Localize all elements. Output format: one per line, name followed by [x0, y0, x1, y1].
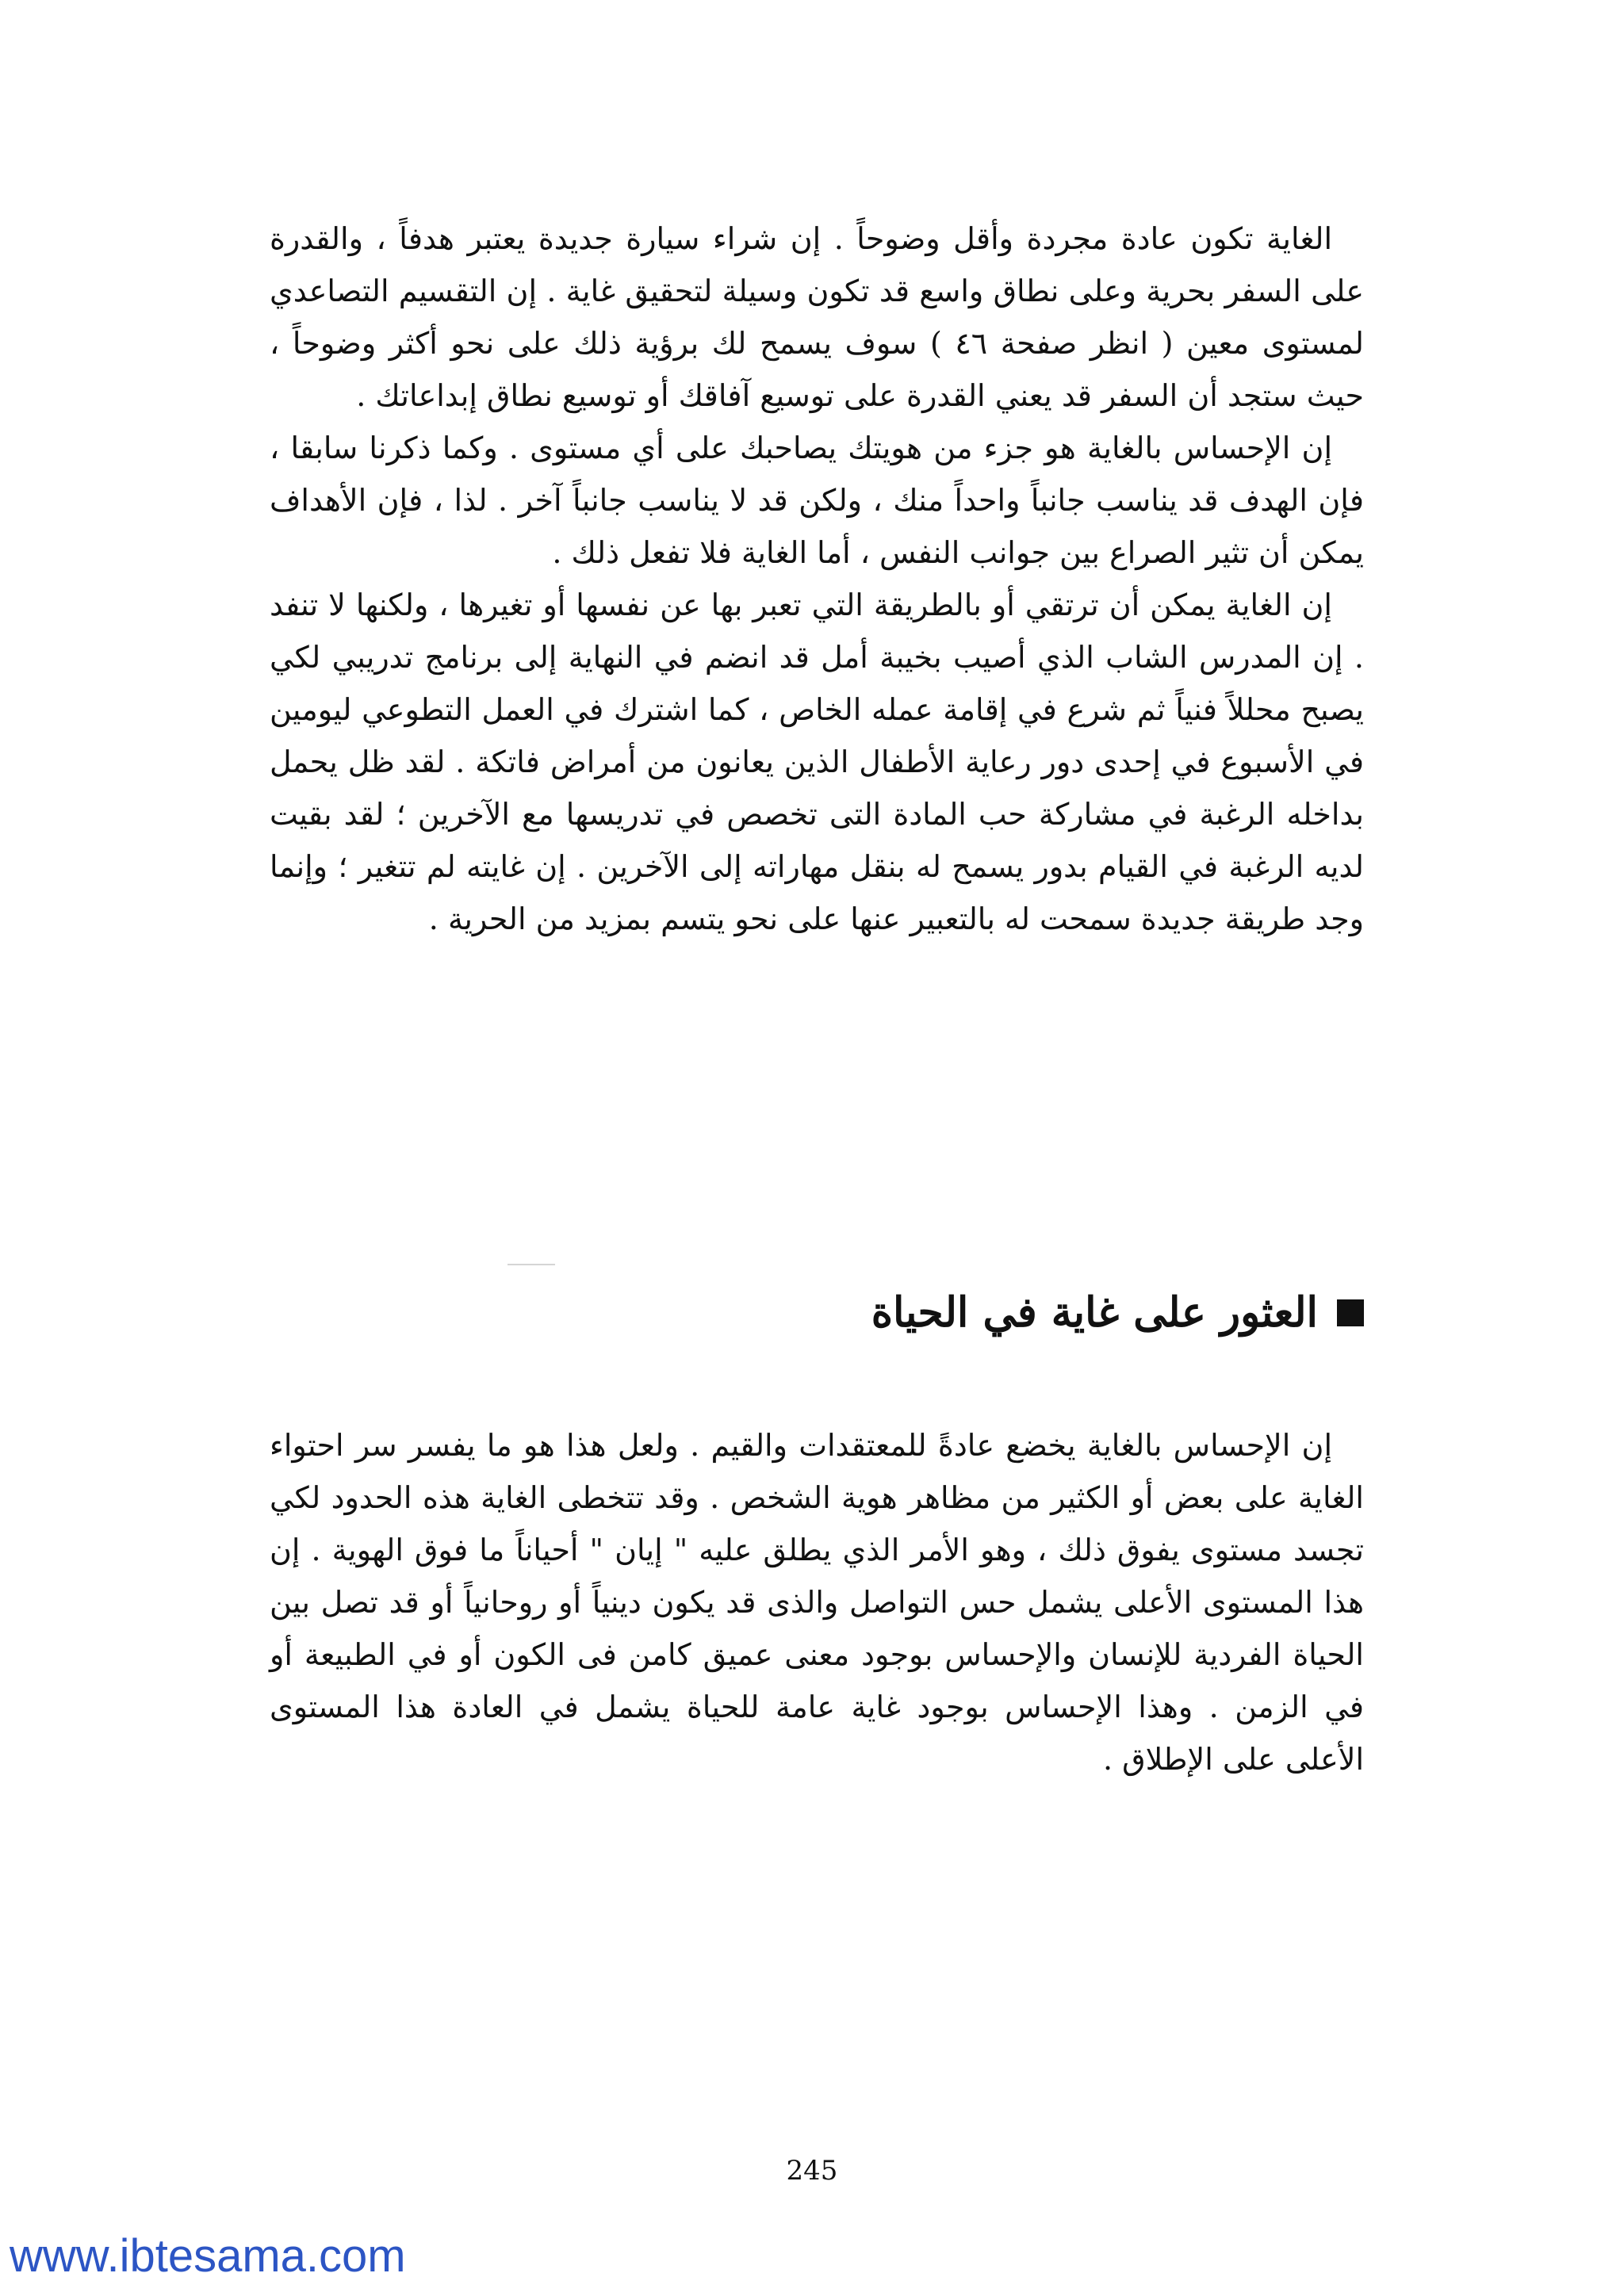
paragraph-purpose-abstract: الغاية تكون عادة مجردة وأقل وضوحاً . إن شراء سيارة جديدة يعتبر هدفاً ، والقدرة على السفر بحرية وعلى نطاق واسع قد تكون وسيلة لتحقيق غاية . إن التقسيم التصاعدي لمستوى معين ( انظر صفحة ٤٦ ) سوف يسمح لك برؤية ذلك على نحو أكثر وضوحاً ، حيث ستجد أن السفر قد يعني القدرة على توسيع آفاقك أو توسيع نطاق إبداعاتك . — [270, 221, 1364, 413]
body-text-top — [270, 212, 1364, 945]
section-heading-text: العثور على غاية في الحياة — [871, 1288, 1318, 1337]
heading-bullet-square-icon — [1337, 1299, 1364, 1326]
body-text-bottom — [270, 1419, 1364, 1785]
separator-mark — [508, 1264, 555, 1265]
paragraph-teacher-example: إن الغاية يمكن أن ترتقي أو بالطريقة التي تعبر بها عن نفسها أو تغيرها ، ولكنها لا تنفد . إن المدرس الشاب الذي أصيب بخيبة أمل قد انضم في النهاية إلى برنامج تدريبي لكي يصبح محللاً فنياً ثم شرع في إقامة عمله الخاص ، كما اشترك في العمل التطوعي ليومين في الأسبوع في إحدى دور رعاية الأطفال الذين يعانون من أمراض فاتكة . لقد ظل يحمل بداخله الرغبة في مشاركة حب المادة التى تخصص في تدريسها مع الآخرين ؛ لقد بقيت لديه الرغبة في القيام بدور يسمح له بنقل مهاراته إلى الآخرين . إن غايته لم تتغير ؛ وإنما وجد طريقة جديدة سمحت له بالتعبير عنها على نحو يتسم بمزيد من الحرية . — [270, 587, 1364, 936]
paragraph-purpose-identity: إن الإحساس بالغاية هو جزء من هويتك يصاحبك على أي مستوى . وكما ذكرنا سابقا ، فإن الهدف قد يناسب جانباً واحداً منك ، ولكن قد لا يناسب جانباً آخر . لذا ، فإن الأهداف يمكن أن تثير الصراع بين جوانب النفس ، أما الغاية فلا تفعل ذلك . — [270, 430, 1364, 570]
page-number: 245 — [786, 2155, 838, 2187]
paragraph-beliefs-values: إن الإحساس بالغاية يخضع عادةً للمعتقدات والقيم . ولعل هذا هو ما يفسر سر احتواء الغاية على بعض أو الكثير من مظاهر هوية الشخص . وقد تتخطى الغاية هذه الحدود لكي تجسد مستوى يفوق ذلك ، وهو الأمر الذي يطلق عليه " إيان " أحياناً ما فوق الهوية . إن هذا المستوى الأعلى يشمل حس التواصل والذى قد يكون دينياً أو روحانياً أو قد تصل بين الحياة الفردية للإنسان والإحساس بوجود معنى عميق كامن فى الكون أو في الطبيعة أو في الزمن . وهذا الإحساس بوجود غاية عامة للحياة يشمل في العادة هذا المستوى الأعلى على الإطلاق . — [270, 1428, 1364, 1777]
section-heading — [871, 1288, 1364, 1337]
watermark-url: www.ibtesama.com — [10, 2230, 406, 2282]
